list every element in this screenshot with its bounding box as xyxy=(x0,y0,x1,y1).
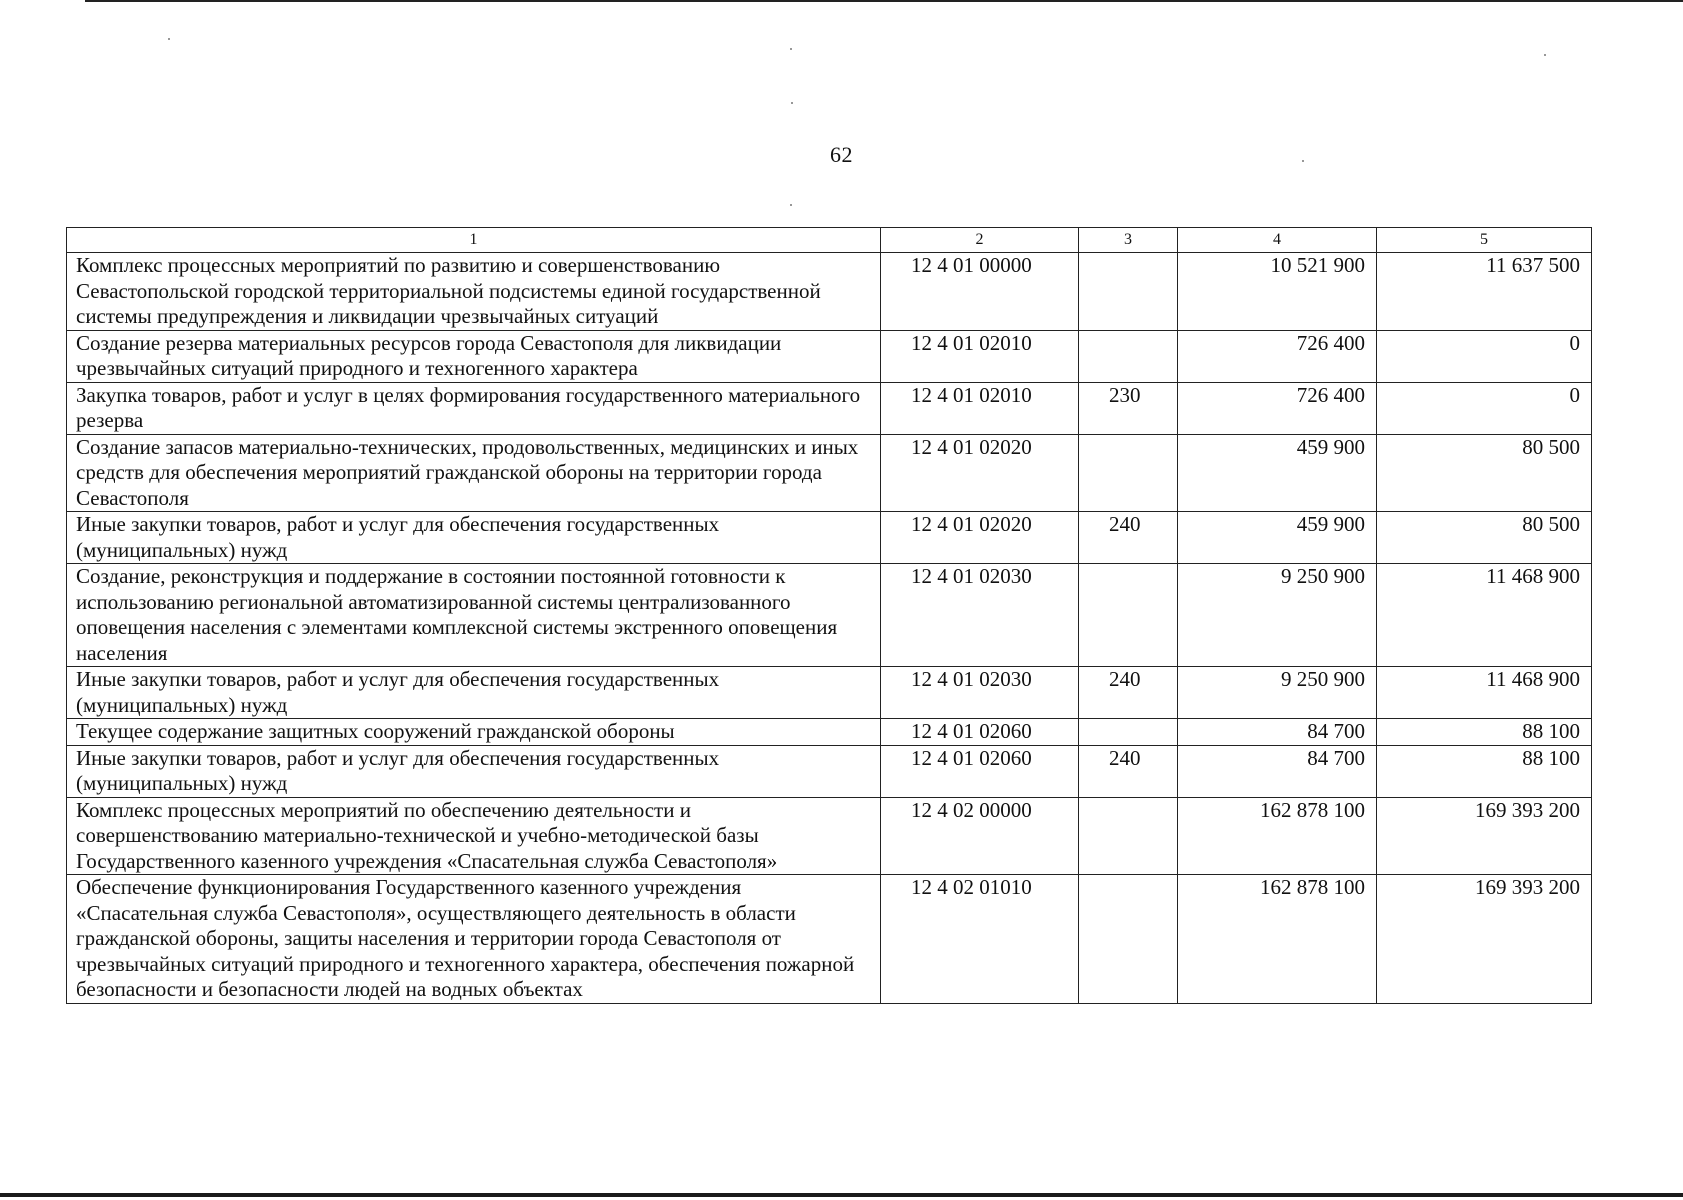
cell-code: 12 4 01 02010 xyxy=(881,330,1079,382)
cell-amount-col4: 459 900 xyxy=(1178,434,1377,512)
header-cell-4: 4 xyxy=(1178,228,1377,253)
budget-table xyxy=(66,227,1592,1004)
cell-code: 12 4 02 01010 xyxy=(881,875,1079,1004)
scan-speck xyxy=(791,102,793,104)
cell-code: 12 4 01 02010 xyxy=(881,382,1079,434)
cell-name: Закупка товаров, работ и услуг в целях формирования государственного материального резерва xyxy=(67,382,881,434)
cell-amount-col5: 80 500 xyxy=(1377,434,1592,512)
top-border-line xyxy=(85,0,1683,2)
cell-code: 12 4 01 02030 xyxy=(881,667,1079,719)
cell-amount-col4: 459 900 xyxy=(1178,512,1377,564)
cell-amount-col5: 88 100 xyxy=(1377,719,1592,746)
cell-amount-col5: 0 xyxy=(1377,382,1592,434)
table-header-row xyxy=(67,228,1592,253)
cell-amount-col4: 84 700 xyxy=(1178,745,1377,797)
scan-speck xyxy=(790,48,792,50)
cell-expense-type xyxy=(1079,330,1178,382)
table-row xyxy=(67,667,1592,719)
cell-amount-col4: 726 400 xyxy=(1178,382,1377,434)
scan-speck xyxy=(790,204,792,206)
cell-expense-type xyxy=(1079,875,1178,1004)
cell-amount-col4: 162 878 100 xyxy=(1178,797,1377,875)
cell-expense-type: 230 xyxy=(1079,382,1178,434)
cell-code: 12 4 01 02020 xyxy=(881,434,1079,512)
cell-expense-type: 240 xyxy=(1079,745,1178,797)
cell-code: 12 4 01 02060 xyxy=(881,719,1079,746)
cell-expense-type xyxy=(1079,434,1178,512)
cell-amount-col5: 11 637 500 xyxy=(1377,253,1592,331)
cell-amount-col5: 80 500 xyxy=(1377,512,1592,564)
bottom-border-line xyxy=(0,1193,1683,1197)
table-row xyxy=(67,745,1592,797)
cell-name: Комплекс процессных мероприятий по обеспечению деятельности и совершенствованию материально-технической и учебно-методической базы Государственного казенного учреждения «Спасательная служба Севастополя» xyxy=(67,797,881,875)
cell-code: 12 4 01 00000 xyxy=(881,253,1079,331)
cell-code: 12 4 01 02030 xyxy=(881,564,1079,667)
cell-name: Иные закупки товаров, работ и услуг для обеспечения государственных (муниципальных) нужд xyxy=(67,745,881,797)
cell-expense-type xyxy=(1079,797,1178,875)
table-row xyxy=(67,434,1592,512)
budget-table-body xyxy=(67,228,1592,1004)
cell-name: Комплекс процессных мероприятий по развитию и совершенствованию Севастопольской городской территориальной подсистемы единой государственной системы предупреждения и ликвидации чрезвычайных ситуаций xyxy=(67,253,881,331)
cell-expense-type xyxy=(1079,564,1178,667)
cell-expense-type: 240 xyxy=(1079,512,1178,564)
page-number: 62 xyxy=(830,142,853,167)
header-cell-1: 1 xyxy=(67,228,881,253)
cell-name: Создание запасов материально-технических, продовольственных, медицинских и иных средств для обеспечения мероприятий гражданской обороны на территории города Севастополя xyxy=(67,434,881,512)
table-row xyxy=(67,253,1592,331)
cell-name: Текущее содержание защитных сооружений гражданской обороны xyxy=(67,719,881,746)
scan-speck xyxy=(1544,54,1546,56)
cell-amount-col5: 88 100 xyxy=(1377,745,1592,797)
cell-amount-col5: 169 393 200 xyxy=(1377,797,1592,875)
cell-amount-col4: 84 700 xyxy=(1178,719,1377,746)
table-row xyxy=(67,512,1592,564)
cell-amount-col4: 10 521 900 xyxy=(1178,253,1377,331)
scan-speck xyxy=(1302,160,1304,162)
cell-amount-col5: 11 468 900 xyxy=(1377,564,1592,667)
cell-amount-col4: 162 878 100 xyxy=(1178,875,1377,1004)
table-row xyxy=(67,330,1592,382)
cell-expense-type xyxy=(1079,253,1178,331)
cell-amount-col5: 169 393 200 xyxy=(1377,875,1592,1004)
cell-amount-col4: 9 250 900 xyxy=(1178,667,1377,719)
cell-amount-col4: 726 400 xyxy=(1178,330,1377,382)
header-cell-3: 3 xyxy=(1079,228,1178,253)
cell-name: Иные закупки товаров, работ и услуг для обеспечения государственных (муниципальных) нужд xyxy=(67,667,881,719)
cell-expense-type xyxy=(1079,719,1178,746)
cell-amount-col5: 0 xyxy=(1377,330,1592,382)
header-cell-5: 5 xyxy=(1377,228,1592,253)
scan-speck xyxy=(168,38,170,40)
cell-name: Иные закупки товаров, работ и услуг для обеспечения государственных (муниципальных) нужд xyxy=(67,512,881,564)
cell-expense-type: 240 xyxy=(1079,667,1178,719)
cell-code: 12 4 01 02060 xyxy=(881,745,1079,797)
table-row xyxy=(67,564,1592,667)
cell-code: 12 4 02 00000 xyxy=(881,797,1079,875)
cell-amount-col5: 11 468 900 xyxy=(1377,667,1592,719)
cell-amount-col4: 9 250 900 xyxy=(1178,564,1377,667)
header-cell-2: 2 xyxy=(881,228,1079,253)
cell-name: Создание, реконструкция и поддержание в состоянии постоянной готовности к использованию региональной автоматизированной системы централизованного оповещения населения с элементами комплексной системы экстренного оповещения населения xyxy=(67,564,881,667)
cell-name: Создание резерва материальных ресурсов города Севастополя для ликвидации чрезвычайных ситуаций природного и техногенного характера xyxy=(67,330,881,382)
table-row xyxy=(67,719,1592,746)
table-row xyxy=(67,797,1592,875)
cell-name: Обеспечение функционирования Государственного казенного учреждения «Спасательная служба Севастополя», осуществляющего деятельность в области гражданской обороны, защиты населения и территории города Севастополя от чрезвычайных ситуаций природного и техногенного характера, обеспечения пожарной безопасности и безопасности людей на водных объектах xyxy=(67,875,881,1004)
table-row xyxy=(67,875,1592,1004)
cell-code: 12 4 01 02020 xyxy=(881,512,1079,564)
table-row xyxy=(67,382,1592,434)
